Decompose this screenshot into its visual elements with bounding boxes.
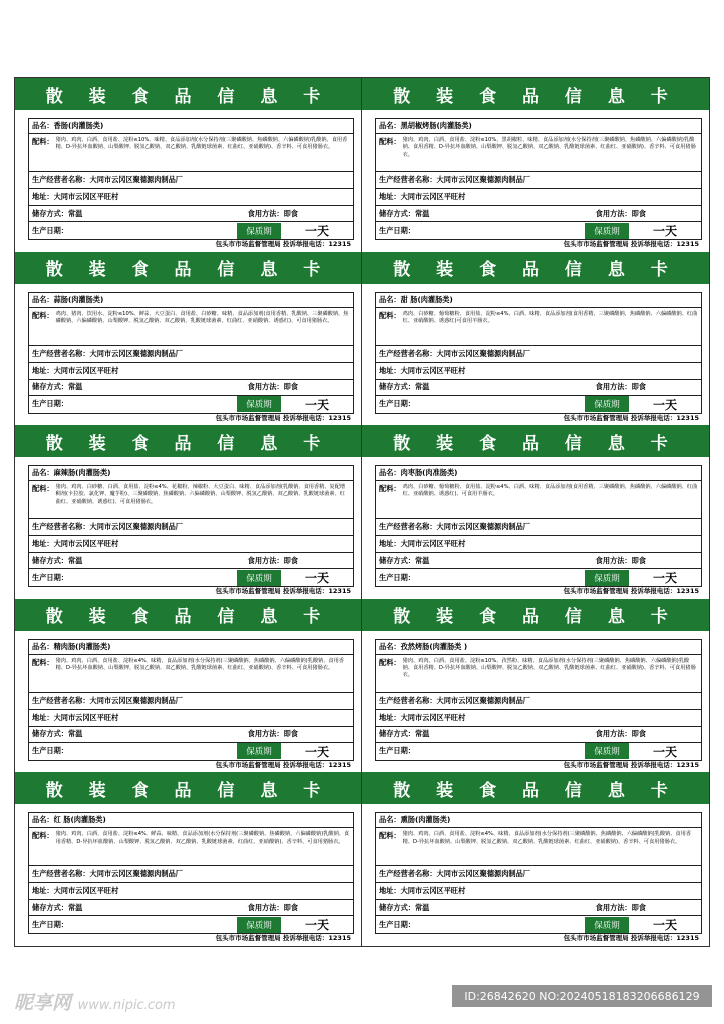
usage-value: 即食 [283,729,298,739]
complaint-footer: 包头市市场监督管理局 投诉举报电话：12315 [563,587,699,596]
shelf-life-label: 保质期 [585,223,629,239]
shelf-life-value: 一天 [652,224,677,238]
production-date-label: 生产日期： [379,225,415,235]
info-card [362,78,709,252]
card-info-table [375,292,702,414]
card-title: 散 装 食 品 信 息 卡 [15,425,361,457]
production-date-label: 生产日期： [379,572,415,582]
storage-label: 储存方式： [379,902,415,912]
storage-label: 储存方式： [379,729,415,739]
address-row [29,883,353,900]
address-label: 地址： [379,712,401,722]
manufacturer-row [29,866,353,883]
ingredients-row [376,481,701,519]
complaint-footer: 包头市市场监督管理局 投诉举报电话：12315 [215,413,351,422]
ingredients-label: 配料： [32,484,54,494]
address-label: 地址： [32,712,54,722]
production-date-row [376,569,701,586]
card-info-table [28,118,354,240]
address: 大同市云冈区平旺村 [400,712,466,722]
address-label: 地址： [32,886,54,896]
usage-label: 食用方法： [247,902,284,912]
info-card [15,599,362,773]
ingredients-row [29,828,353,866]
production-date-label: 生产日期： [32,746,68,756]
address-row [29,536,353,553]
address-row [376,883,701,900]
ingredients-row [29,134,353,172]
usage-label: 食用方法： [247,729,284,739]
product-name-label: 品名： [32,468,54,478]
storage-label: 储存方式： [379,555,415,565]
shelf-life-label: 保质期 [237,743,281,759]
shelf-life-value: 一天 [652,918,677,933]
storage-row [29,380,353,396]
ingredients-row [376,308,701,346]
product-name-label: 品名： [379,294,401,304]
card-title: 散 装 食 品 信 息 卡 [15,599,361,631]
manufacturer: 大同市云冈区聚德源肉制品厂 [436,695,530,705]
manufacturer-label: 生产经营者名称： [32,175,90,184]
manufacturer: 大同市云冈区聚德源肉制品厂 [436,522,530,532]
ingredients-row [29,481,353,519]
product-name: 精肉肠(肉灌肠类) [53,641,111,651]
manufacturer-label: 生产经营者名称： [379,522,437,532]
usage-value: 即食 [283,555,298,565]
address: 大同市云冈区平旺村 [400,365,466,375]
manufacturer: 大同市云冈区聚德源肉制品厂 [89,869,183,879]
manufacturer-label: 生产经营者名称： [379,869,437,879]
product-name-row [376,293,701,308]
manufacturer-label: 生产经营者名称： [379,348,437,358]
storage-label: 储存方式： [32,382,68,392]
ingredients-text: 猪肉、鸡肉、白酒、食用盐、淀粉≤4%、鲜蒜、味精、食品添加剂(水分保持剂(三聚磷酸钠、焦磷酸钠、六偏磷酸钠)乳酸钠、食用香精、D-异抗坏血酸钠、山梨酸钾、脱氢乙酸钠、双乙酸钠、乳酸链球菌素、红曲红、亚硝酸钠)、香辛料、可食用猪肠衣。 [55,831,350,845]
production-date-label: 生产日期： [32,225,68,235]
info-card [15,772,362,946]
card-title: 散 装 食 品 信 息 卡 [362,252,709,284]
storage-label: 储存方式： [32,208,68,218]
manufacturer-row [29,172,353,189]
product-name-label: 品名： [32,121,54,130]
manufacturer-label: 生产经营者名称： [379,695,437,705]
manufacturer-row [29,519,353,536]
product-name: 香肠(肉灌肠类) [53,121,104,130]
info-card [362,772,709,946]
manufacturer-label: 生产经营者名称： [32,348,90,358]
watermark [14,988,176,1015]
ingredients-label: 配料： [379,484,401,494]
product-name-row [376,640,701,655]
ingredients-text: 鸡肉、白砂糖、葡萄糖粉、食用盐、淀粉≤4%、白酒、味精、食品添加剂(食用香精、三聚磷酸钠、焦磷酸钠、六偏磷酸钠、红曲红、亚硝酸钠、诱惑红)可食用羊肠衣。 [402,310,698,324]
address: 大同市云冈区平旺村 [53,886,119,896]
card-title: 散 装 食 品 信 息 卡 [15,772,361,804]
ingredients-row [376,828,701,866]
manufacturer: 大同市云冈区聚德源肉制品厂 [89,522,183,532]
label-sheet [14,77,710,947]
info-card [15,252,362,426]
manufacturer: 大同市云冈区聚德源肉制品厂 [436,348,530,358]
shelf-life-label: 保质期 [237,917,281,933]
production-date-row [29,916,353,933]
info-card [15,78,362,252]
product-name: 蒜肠(肉灌肠类) [53,294,104,304]
ingredients-text: 猪肉、鸡肉、白酒、食用盐、淀粉≤10%、味精、食品添加剂(水分保持剂(三聚磷酸钠、焦磷酸钠、六偏磷酸钠)乳酸钠、食用香精、D-异抗坏血酸钠、山梨酸钾、脱氢乙酸钠、双乙酸钠、乳酸链球菌素、红曲红、亚硝酸钠)、香辛料、可食用猪肠衣。 [55,137,348,151]
production-date-row [29,743,353,760]
address-row [376,189,701,206]
shelf-life-label: 保质期 [237,396,281,412]
ingredients-row [376,134,701,172]
complaint-footer: 包头市市场监督管理局 投诉举报电话：12315 [563,413,699,422]
address: 大同市云冈区平旺村 [53,712,119,722]
storage-value: 常温 [414,208,430,218]
shelf-life-value: 一天 [304,744,329,759]
manufacturer-label: 生产经营者名称： [32,869,90,879]
manufacturer: 大同市云冈区聚德源肉制品厂 [436,869,530,879]
complaint-footer: 包头市市场监督管理局 投诉举报电话：12315 [215,587,351,596]
card-info-table [28,639,354,761]
complaint-footer: 包头市市场监督管理局 投诉举报电话：12315 [215,934,351,943]
address-label: 地址： [32,539,54,549]
ingredients-label: 配料： [32,137,54,146]
storage-label: 储存方式： [32,555,68,565]
address: 大同市云冈区平旺村 [53,192,119,201]
product-name-label: 品名： [379,121,401,130]
ingredients-text: 猪肉、鸡肉、白砂糖、白酒、食用盐、淀粉≤4%、花椒粉、辣椒粉、大豆蛋白、味精、食品添加剂(乳酸钠、食用香精、复配增稠剂(卡拉胶、氯化钾、魔芋粉)、三聚磷酸钠、焦磷酸钠、六偏磷酸钠、山梨酸钾、脱氢乙酸钠、双乙酸钠、乳酸链球菌素、红曲红、亚硝酸钠、诱惑红)、可食用猪肠衣。 [55,484,346,505]
usage-value: 即食 [631,729,646,739]
usage-label: 食用方法： [247,208,284,218]
product-name: 甜 肠(肉灌肠类) [400,294,453,304]
manufacturer-row [29,346,353,363]
address-label: 地址： [379,886,401,896]
manufacturer: 大同市云冈区聚德源肉制品厂 [89,695,183,705]
ingredients-text: 猪肉、鸡肉、白酒、食用盐、淀粉≤4%、味精、食品添加剂(水分保持剂(三聚磷酸钠、焦磷酸钠、六偏磷酸钠)乳酸钠、食用香精、D-异抗坏血酸钠、山梨酸钾、脱氢乙酸钠、双乙酸钠、乳酸链球菌素、红曲红、亚硝酸钠)、香辛料、可食用猪肠衣。 [402,831,691,845]
address-row [376,536,701,553]
production-date-row [29,569,353,586]
usage-value: 即食 [631,208,646,218]
product-name-label: 品名： [32,641,54,651]
product-name-label: 品名： [379,641,401,651]
product-name: 红 肠(肉灌肠类) [53,815,106,825]
shelf-life-value: 一天 [304,224,329,238]
product-name-row [29,466,353,481]
manufacturer-label: 生产经营者名称： [32,522,90,532]
product-name-row [376,813,701,828]
ingredients-label: 配料： [32,657,54,667]
address-label: 地址： [379,365,401,375]
address: 大同市云冈区平旺村 [400,192,466,201]
production-date-label: 生产日期： [379,399,415,409]
usage-value: 即食 [283,382,298,392]
storage-value: 常温 [67,382,83,392]
ingredients-text: 猪肉、鸡肉、白酒、食用盐、淀粉≤10%、孜然粉、味精、食品添加剂(水分保持剂(三聚磷酸钠、焦磷酸钠、六偏磷酸钠)乳酸钠、食用香精、D-异抗坏血酸钠、山梨酸钾、脱氢乙酸钠、双乙酸钠、乳酸链球菌素、红曲红、亚硝酸钠)、香辛料、可食用猪肠衣。 [402,657,696,679]
usage-label: 食用方法： [595,902,632,912]
watermark-logo: 昵享网 [14,992,72,1014]
product-name-label: 品名： [32,294,54,304]
product-name-row [29,640,353,655]
address-label: 地址： [32,192,54,201]
production-date-row [29,222,353,239]
product-name-label: 品名： [32,815,54,825]
shelf-life-value: 一天 [652,397,677,412]
ingredients-row [29,308,353,346]
usage-label: 食用方法： [247,382,284,392]
manufacturer-row [376,519,701,536]
usage-value: 即食 [283,902,298,912]
ingredients-label: 配料： [379,657,401,667]
manufacturer-row [29,693,353,710]
storage-value: 常温 [414,555,430,565]
product-name: 熏肠(肉灌肠类) [400,815,451,825]
shelf-life-label: 保质期 [237,570,281,586]
storage-row [376,553,701,569]
address-row [29,189,353,206]
storage-row [376,206,701,222]
manufacturer-label: 生产经营者名称： [32,695,90,705]
usage-value: 即食 [631,902,646,912]
storage-label: 储存方式： [32,729,68,739]
address-row [376,363,701,380]
info-card [362,425,709,599]
storage-value: 常温 [67,555,83,565]
usage-label: 食用方法： [247,555,284,565]
manufacturer-row [376,866,701,883]
production-date-row [376,222,701,239]
ingredients-row [376,655,701,693]
product-name-row [29,813,353,828]
card-title: 散 装 食 品 信 息 卡 [362,425,709,457]
production-date-row [376,396,701,413]
production-date-label: 生产日期： [379,919,415,929]
storage-value: 常温 [67,902,83,912]
shelf-life-label: 保质期 [237,223,281,239]
shelf-life-value: 一天 [304,571,329,586]
shelf-life-value: 一天 [652,571,677,586]
info-card [15,425,362,599]
card-title: 散 装 食 品 信 息 卡 [362,772,709,804]
complaint-footer: 包头市市场监督管理局 投诉举报电话：12315 [563,240,699,248]
ingredients-label: 配料： [32,310,54,320]
production-date-row [376,916,701,933]
storage-row [29,900,353,916]
complaint-footer: 包头市市场监督管理局 投诉举报电话：12315 [215,760,351,769]
address: 大同市云冈区平旺村 [400,886,466,896]
storage-label: 储存方式： [32,902,68,912]
manufacturer: 大同市云冈区聚德源肉制品厂 [436,175,530,184]
ingredients-label: 配料： [379,310,401,320]
ingredients-label: 配料： [32,831,54,841]
image-id-bar: ID:26842620 NO:20240518183206686129 [452,985,712,1007]
complaint-footer: 包头市市场监督管理局 投诉举报电话：12315 [215,240,351,248]
storage-value: 常温 [67,729,83,739]
product-name-row [29,119,353,134]
production-date-row [29,396,353,413]
ingredients-row [29,655,353,693]
address-label: 地址： [379,539,401,549]
product-name: 麻辣肠(肉灌肠类) [53,468,111,478]
card-info-table [28,465,354,587]
storage-row [376,900,701,916]
card-info-table [375,118,702,240]
card-title: 散 装 食 品 信 息 卡 [362,599,709,631]
shelf-life-label: 保质期 [585,917,629,933]
shelf-life-value: 一天 [652,744,677,759]
production-date-row [376,743,701,760]
storage-row [29,553,353,569]
card-info-table [28,292,354,414]
storage-value: 常温 [414,382,430,392]
product-name-row [376,466,701,481]
info-card [362,252,709,426]
production-date-label: 生产日期： [32,919,68,929]
shelf-life-value: 一天 [304,397,329,412]
address-row [29,363,353,380]
manufacturer-label: 生产经营者名称： [379,175,437,184]
card-title: 散 装 食 品 信 息 卡 [362,78,709,110]
product-name: 孜然烤肠(肉灌肠类 ) [400,641,468,651]
ingredients-label: 配料： [379,831,401,841]
address-label: 地址： [32,365,54,375]
storage-row [376,380,701,396]
address: 大同市云冈区平旺村 [53,539,119,549]
manufacturer-row [376,172,701,189]
address: 大同市云冈区平旺村 [53,365,119,375]
ingredients-text: 猪肉、鸡肉、白酒、食用盐、淀粉≤4%、味精、食品添加剂(水分保持剂(三聚磷酸钠、焦磷酸钠、六偏磷酸钠)乳酸钠、食用香精、D-异抗坏血酸钠、山梨酸钾、脱氢乙酸钠、双乙酸钠、乳酸链球菌素、红曲红、亚硝酸钠)、香辛料、可食用猪肠衣。 [55,657,344,672]
card-title: 散 装 食 品 信 息 卡 [15,252,361,284]
manufacturer: 大同市云冈区聚德源肉制品厂 [89,348,183,358]
complaint-footer: 包头市市场监督管理局 投诉举报电话：12315 [563,934,699,943]
ingredients-text: 猪肉、鸡肉、白酒、食用盐、淀粉≤10%、黑胡椒粒、味精、食品添加剂(水分保持剂(三聚磷酸钠、焦磷酸钠、六偏磷酸钠)乳酸钠、食用香精、D-异抗坏血酸钠、山梨酸钾、脱氢乙酸钠、双乙酸钠、乳酸链球菌素、红曲红、亚硝酸钠)、香辛料、可食用猪肠衣。 [402,137,696,158]
address-label: 地址： [379,192,401,201]
ingredients-text: 鸡肉、白砂糖、葡萄糖粉、食用盐、淀粉≤4%、白酒、味精、食品添加剂(食用香精、三聚磷酸钠、焦磷酸钠、六偏磷酸钠、红曲红、亚硝酸钠、诱惑红)、可食用羊肠衣。 [402,484,698,498]
usage-value: 即食 [631,555,646,565]
address-row [29,710,353,727]
usage-value: 即食 [283,208,298,218]
production-date-label: 生产日期： [32,572,68,582]
product-name: 黑胡椒烤肠(肉灌肠类) [400,121,472,130]
storage-row [29,727,353,743]
shelf-life-label: 保质期 [585,570,629,586]
storage-value: 常温 [67,208,83,218]
storage-value: 常温 [414,729,430,739]
storage-row [376,727,701,743]
usage-label: 食用方法： [595,382,632,392]
card-info-table [375,465,702,587]
shelf-life-label: 保质期 [585,396,629,412]
storage-label: 储存方式： [379,382,415,392]
manufacturer-row [376,693,701,710]
usage-label: 食用方法： [595,208,632,218]
address-row [376,710,701,727]
manufacturer-row [376,346,701,363]
usage-label: 食用方法： [595,729,632,739]
storage-label: 储存方式： [379,208,415,218]
product-name-row [376,119,701,134]
address: 大同市云冈区平旺村 [400,539,466,549]
card-title: 散 装 食 品 信 息 卡 [15,78,361,110]
manufacturer: 大同市云冈区聚德源肉制品厂 [89,175,183,184]
complaint-footer: 包头市市场监督管理局 投诉举报电话：12315 [563,760,699,769]
product-name-row [29,293,353,308]
product-name-label: 品名： [379,815,401,825]
production-date-label: 生产日期： [32,399,68,409]
card-info-table [375,639,702,761]
info-card [362,599,709,773]
storage-value: 常温 [414,902,430,912]
storage-row [29,206,353,222]
shelf-life-value: 一天 [304,918,329,933]
usage-label: 食用方法： [595,555,632,565]
ingredients-label: 配料： [379,137,401,146]
product-name: 肉枣肠(肉准肠类) [400,468,458,478]
card-info-table [28,812,354,934]
usage-value: 即食 [631,382,646,392]
product-name-label: 品名： [379,468,401,478]
watermark-url: www.nipic.com [77,998,176,1013]
production-date-label: 生产日期： [379,746,415,756]
ingredients-text: 鸡肉、猪肉、饮用水、淀粉≤10%、鲜蒜、大豆蛋白、食用盐、白砂糖、味精、食品添加剂(食用香精、乳酸钠、三聚磷酸钠、焦磷酸钠、六偏磷酸钠、山梨酸钾、脱氢乙酸钠、双乙酸钠、乳酸链球菌素、红曲红、亚硝酸钠、诱惑红)、可食用猪肠衣。 [55,310,349,324]
card-info-table [375,812,702,934]
shelf-life-label: 保质期 [585,743,629,759]
